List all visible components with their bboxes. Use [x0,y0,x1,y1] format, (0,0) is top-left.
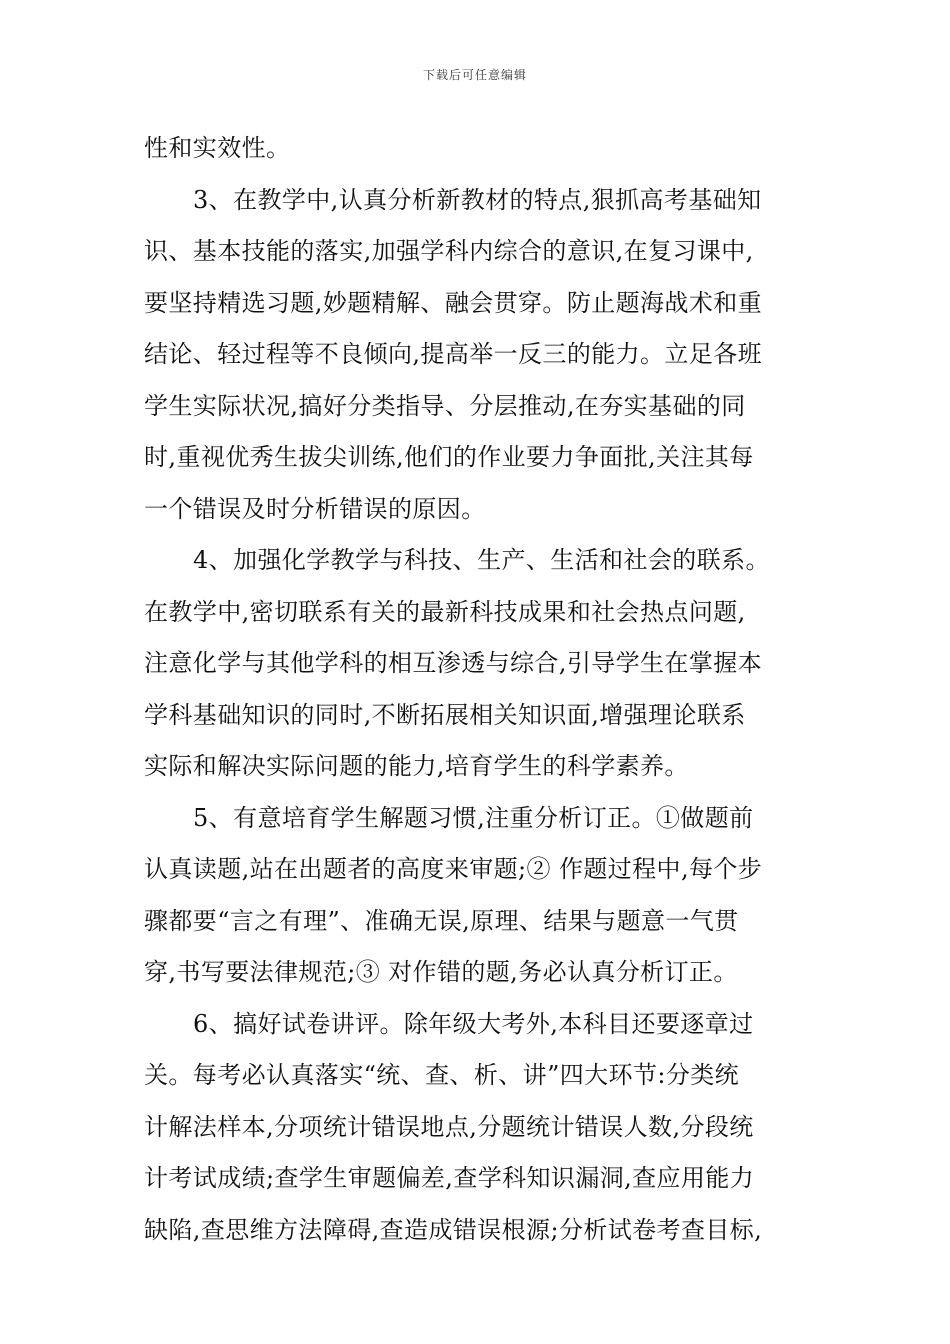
text-line: 时,重视优秀生拔尖训练,他们的作业要力争面批,关注其每 [144,443,754,471]
text-line: 关。每考必认真落实“统、查、析、讲”四大环节:分类统 [144,1061,740,1089]
text-line: 学生实际状况,搞好分类指导、分层推动,在夯实基础的同 [144,391,746,420]
text-line: 注意化学与其他学科的相互渗透与综合,引导学生在掌握本 [144,649,763,677]
text-line: 5、有意培育学生解题习惯,注重分析订正。①做题前 [193,803,754,832]
text-line: 计解法样本,分项统计错误地点,分题统计错误人数,分段统 [144,1112,754,1141]
text-line: 4、加强化学教学与科技、生产、生活和社会的联系。 [193,546,770,574]
text-line: 穿,书写要法律规范;③ 对作错的题,务必认真分析订正。 [144,958,738,986]
text-line: 3、在教学中,认真分析新教材的特点,狠抓高考基础知 [193,185,762,214]
text-line: 计考试成绩;查学生审题偏差,查学科知识漏洞,查应用能力 [144,1164,755,1192]
text-line: 6、搞好试卷讲评。除年级大考外,本科目还要逐章过 [193,1009,754,1038]
document-body [144,123,814,1256]
text-line: 识、基本技能的落实,加强学科内综合的意识,在复习课中, [144,237,754,265]
text-line: 性和实效性。 [144,134,291,162]
text-line: 缺陷,查思维方法障碍,查造成错误根源;分析试卷考查目标, [144,1215,763,1244]
text-line: 学科基础知识的同时,不断拓展相关知识面,增强理论联系 [144,700,746,729]
text-line: 认真读题,站在出题者的高度来审题;② 作题过程中,每个步 [144,855,763,883]
text-line: 一个错误及时分析错误的原因。 [144,494,486,523]
text-line: 在教学中,密切联系有关的最新科技成果和社会热点问题, [144,597,746,626]
text-line: 要坚持精选习题,妙题精解、融会贯穿。防止题海战术和重 [144,288,763,317]
text-line: 结论、轻过程等不良倾向,提高举一反三的能力。立足各班 [144,340,763,368]
text-line: 骤都要“言之有理”、准确无误,原理、结果与题意一气贯 [144,906,739,935]
text-line: 实际和解决实际问题的能力,培育学生的科学素养。 [144,752,689,780]
page-header: 下载后可任意编辑 [422,68,527,82]
